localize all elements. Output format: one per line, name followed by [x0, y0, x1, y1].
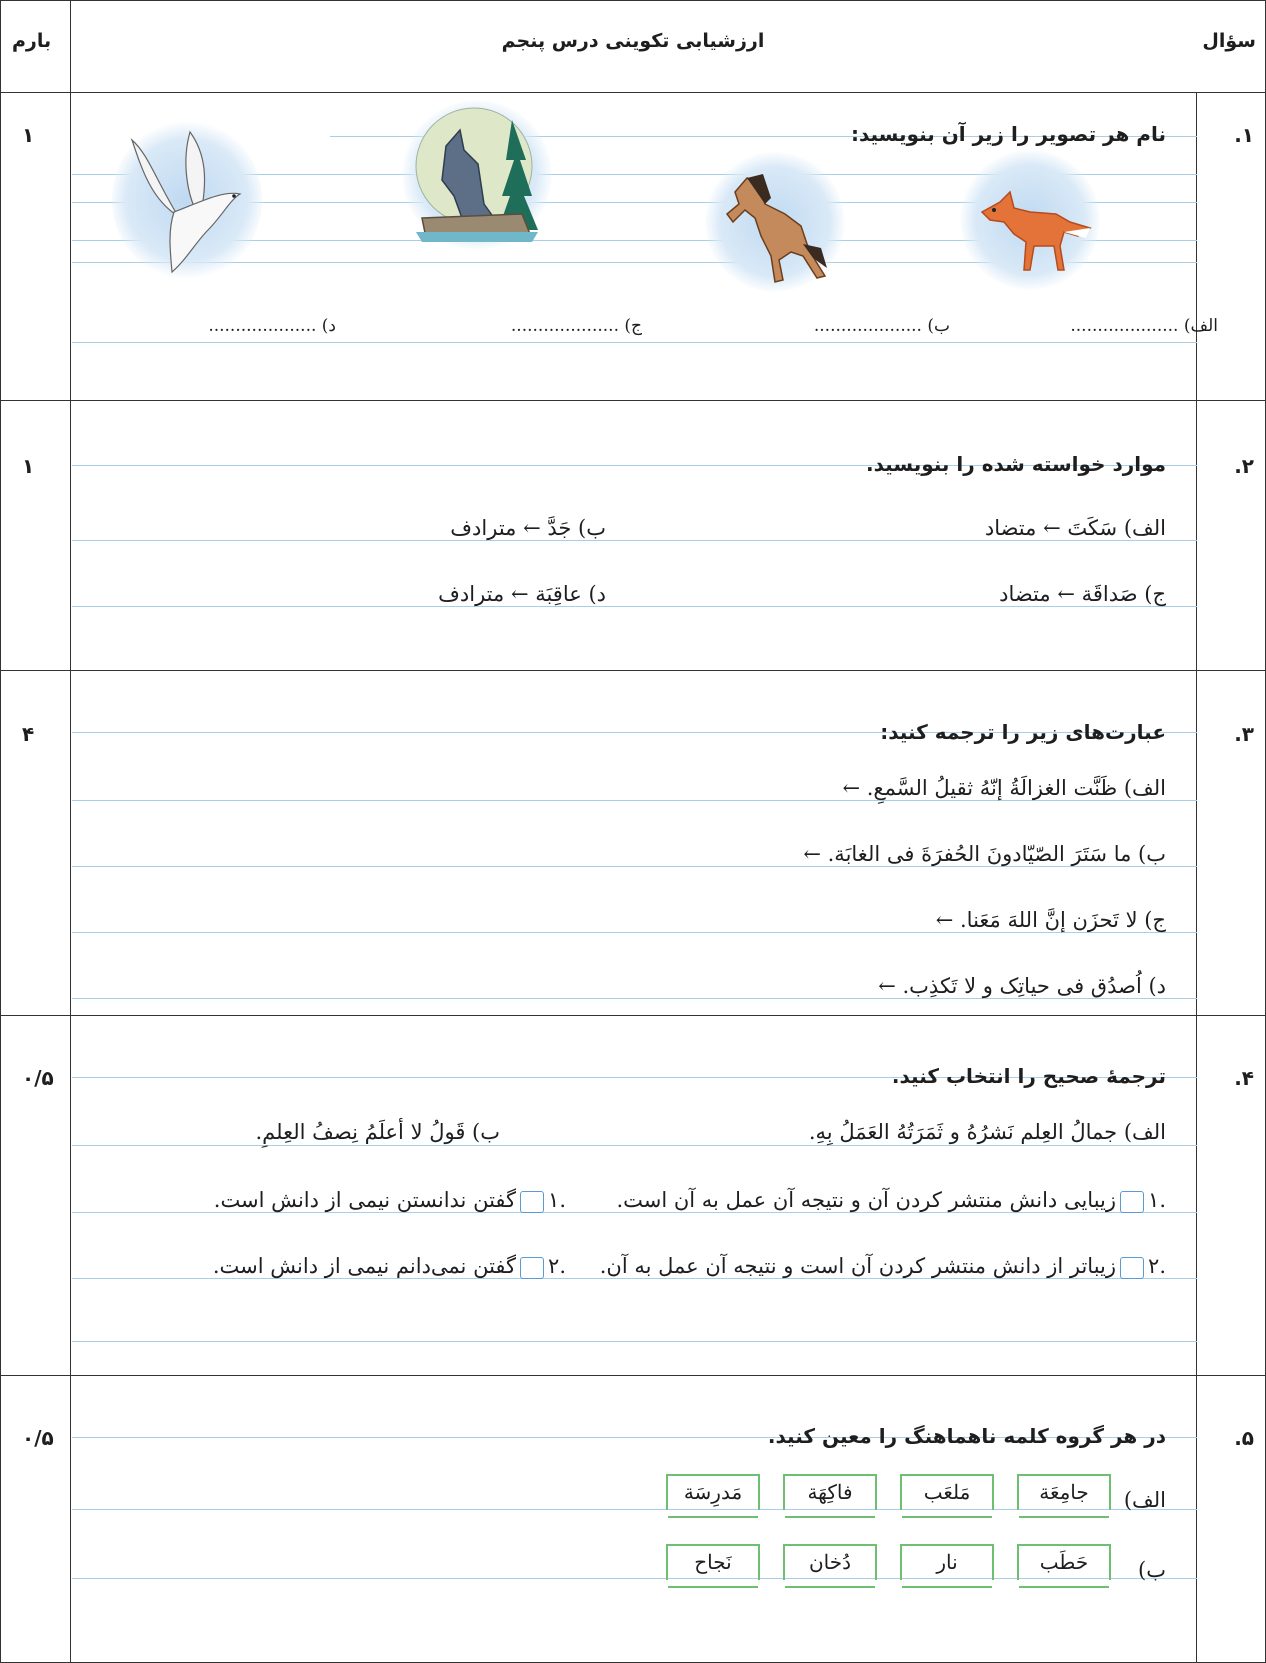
checkbox[interactable]: [1120, 1257, 1144, 1279]
page-title: ارزشیابی تکوینی درس پنجم: [501, 30, 765, 52]
word-box[interactable]: دُخان: [783, 1544, 877, 1580]
question-score: ۱: [22, 123, 35, 147]
caption-b[interactable]: ب) ....................: [813, 316, 950, 336]
item-d: د) عاقِبَة ← مترادف: [438, 582, 606, 606]
item-b: ب) جَدَّ ← مترادف: [450, 516, 606, 540]
horse-image: [705, 152, 845, 292]
row-b-label: ب): [1138, 1558, 1166, 1582]
question-title: نام هر تصویر را زیر آن بنویسید:: [850, 122, 1166, 146]
word-box[interactable]: حَطَب: [1017, 1544, 1111, 1580]
row-a-label: الف): [1123, 1488, 1166, 1512]
item-a-stem: الف) جمالُ العِلم نَشرُهُ و ثَمَرَتُهُ العَمَلُ بِهِ.: [808, 1120, 1166, 1144]
question-title: موارد خواسته شده را بنویسید.: [866, 452, 1166, 476]
section-divider: [0, 1375, 1266, 1376]
item-b-stem: ب) قَولُ لا أعلَمُ نِصفُ العِلمِ.: [255, 1120, 500, 1144]
word-box[interactable]: مَدرِسَة: [666, 1474, 760, 1510]
checkbox[interactable]: [520, 1257, 544, 1279]
caption-c[interactable]: ج) ....................: [510, 316, 642, 336]
header-row: [0, 0, 1266, 93]
question-score: ۱: [22, 454, 35, 478]
caption-d[interactable]: د) ....................: [208, 316, 336, 336]
word-box[interactable]: جامِعَة: [1017, 1474, 1111, 1510]
question-number: .۴: [1234, 1066, 1254, 1090]
option-b1: .۱گفتن ندانستن نیمی از دانش است.: [213, 1188, 566, 1212]
item-c: ج) لا تَحزَن إنَّ اللهَ مَعَنا. ←: [935, 908, 1166, 932]
word-box[interactable]: مَلعَب: [900, 1474, 994, 1510]
section-divider: [0, 1015, 1266, 1016]
question-number: .۵: [1234, 1426, 1254, 1450]
word-box[interactable]: نَجاح: [666, 1544, 760, 1580]
item-d: د) اُصدُق فی حیاتِک و لا تَکذِب. ←: [878, 974, 1166, 998]
score-column-divider: [70, 0, 71, 1663]
wolf-image: [402, 100, 552, 250]
caption-a[interactable]: الف) ....................: [1070, 316, 1218, 336]
word-box[interactable]: فاکِهَة: [783, 1474, 877, 1510]
item-a: الف) ظَنَّت الغزالَةُ إنّهُ ثقیلُ السَّمعِ. ←: [842, 776, 1166, 800]
item-c: ج) صَداقَة ← متضاد: [999, 582, 1166, 606]
option-a1: .۱زیبایی دانش منتشر کردن آن و نتیجه آن عمل به آن است.: [616, 1188, 1166, 1212]
checkbox[interactable]: [520, 1191, 544, 1213]
word-box[interactable]: نار: [900, 1544, 994, 1580]
question-number: .۱: [1234, 123, 1254, 147]
score-column-header: بارم: [12, 30, 52, 52]
dove-image: [112, 120, 262, 280]
checkbox[interactable]: [1120, 1191, 1144, 1213]
question-title: عبارت‌های زیر را ترجمه کنید:: [880, 720, 1166, 744]
item-b: ب) ما سَتَرَ الصّیّادونَ الحُفرَةَ فی الغابَة. ←: [803, 842, 1166, 866]
option-a2: .۲زیباتر از دانش منتشر کردن آن است و نتیجه آن عمل به آن.: [599, 1254, 1166, 1278]
section-divider: [0, 400, 1266, 401]
option-b2: .۲گفتن نمی‌دانم نیمی از دانش است.: [212, 1254, 566, 1278]
item-a: الف) سَکَتَ ← متضاد: [984, 516, 1166, 540]
question-score: ۰/۵: [22, 1066, 54, 1090]
question-title: ترجمۀ صحیح را انتخاب کنید.: [891, 1064, 1166, 1088]
question-score: ۴: [22, 722, 35, 746]
question-score: ۰/۵: [22, 1426, 54, 1450]
section-divider: [0, 670, 1266, 671]
question-column-header: سؤال: [1202, 30, 1256, 52]
question-number: .۲: [1234, 454, 1254, 478]
question-title: در هر گروه کلمه ناهماهنگ را معین کنید.: [767, 1424, 1166, 1448]
question-number: .۳: [1234, 722, 1254, 746]
fox-image: [960, 150, 1100, 290]
